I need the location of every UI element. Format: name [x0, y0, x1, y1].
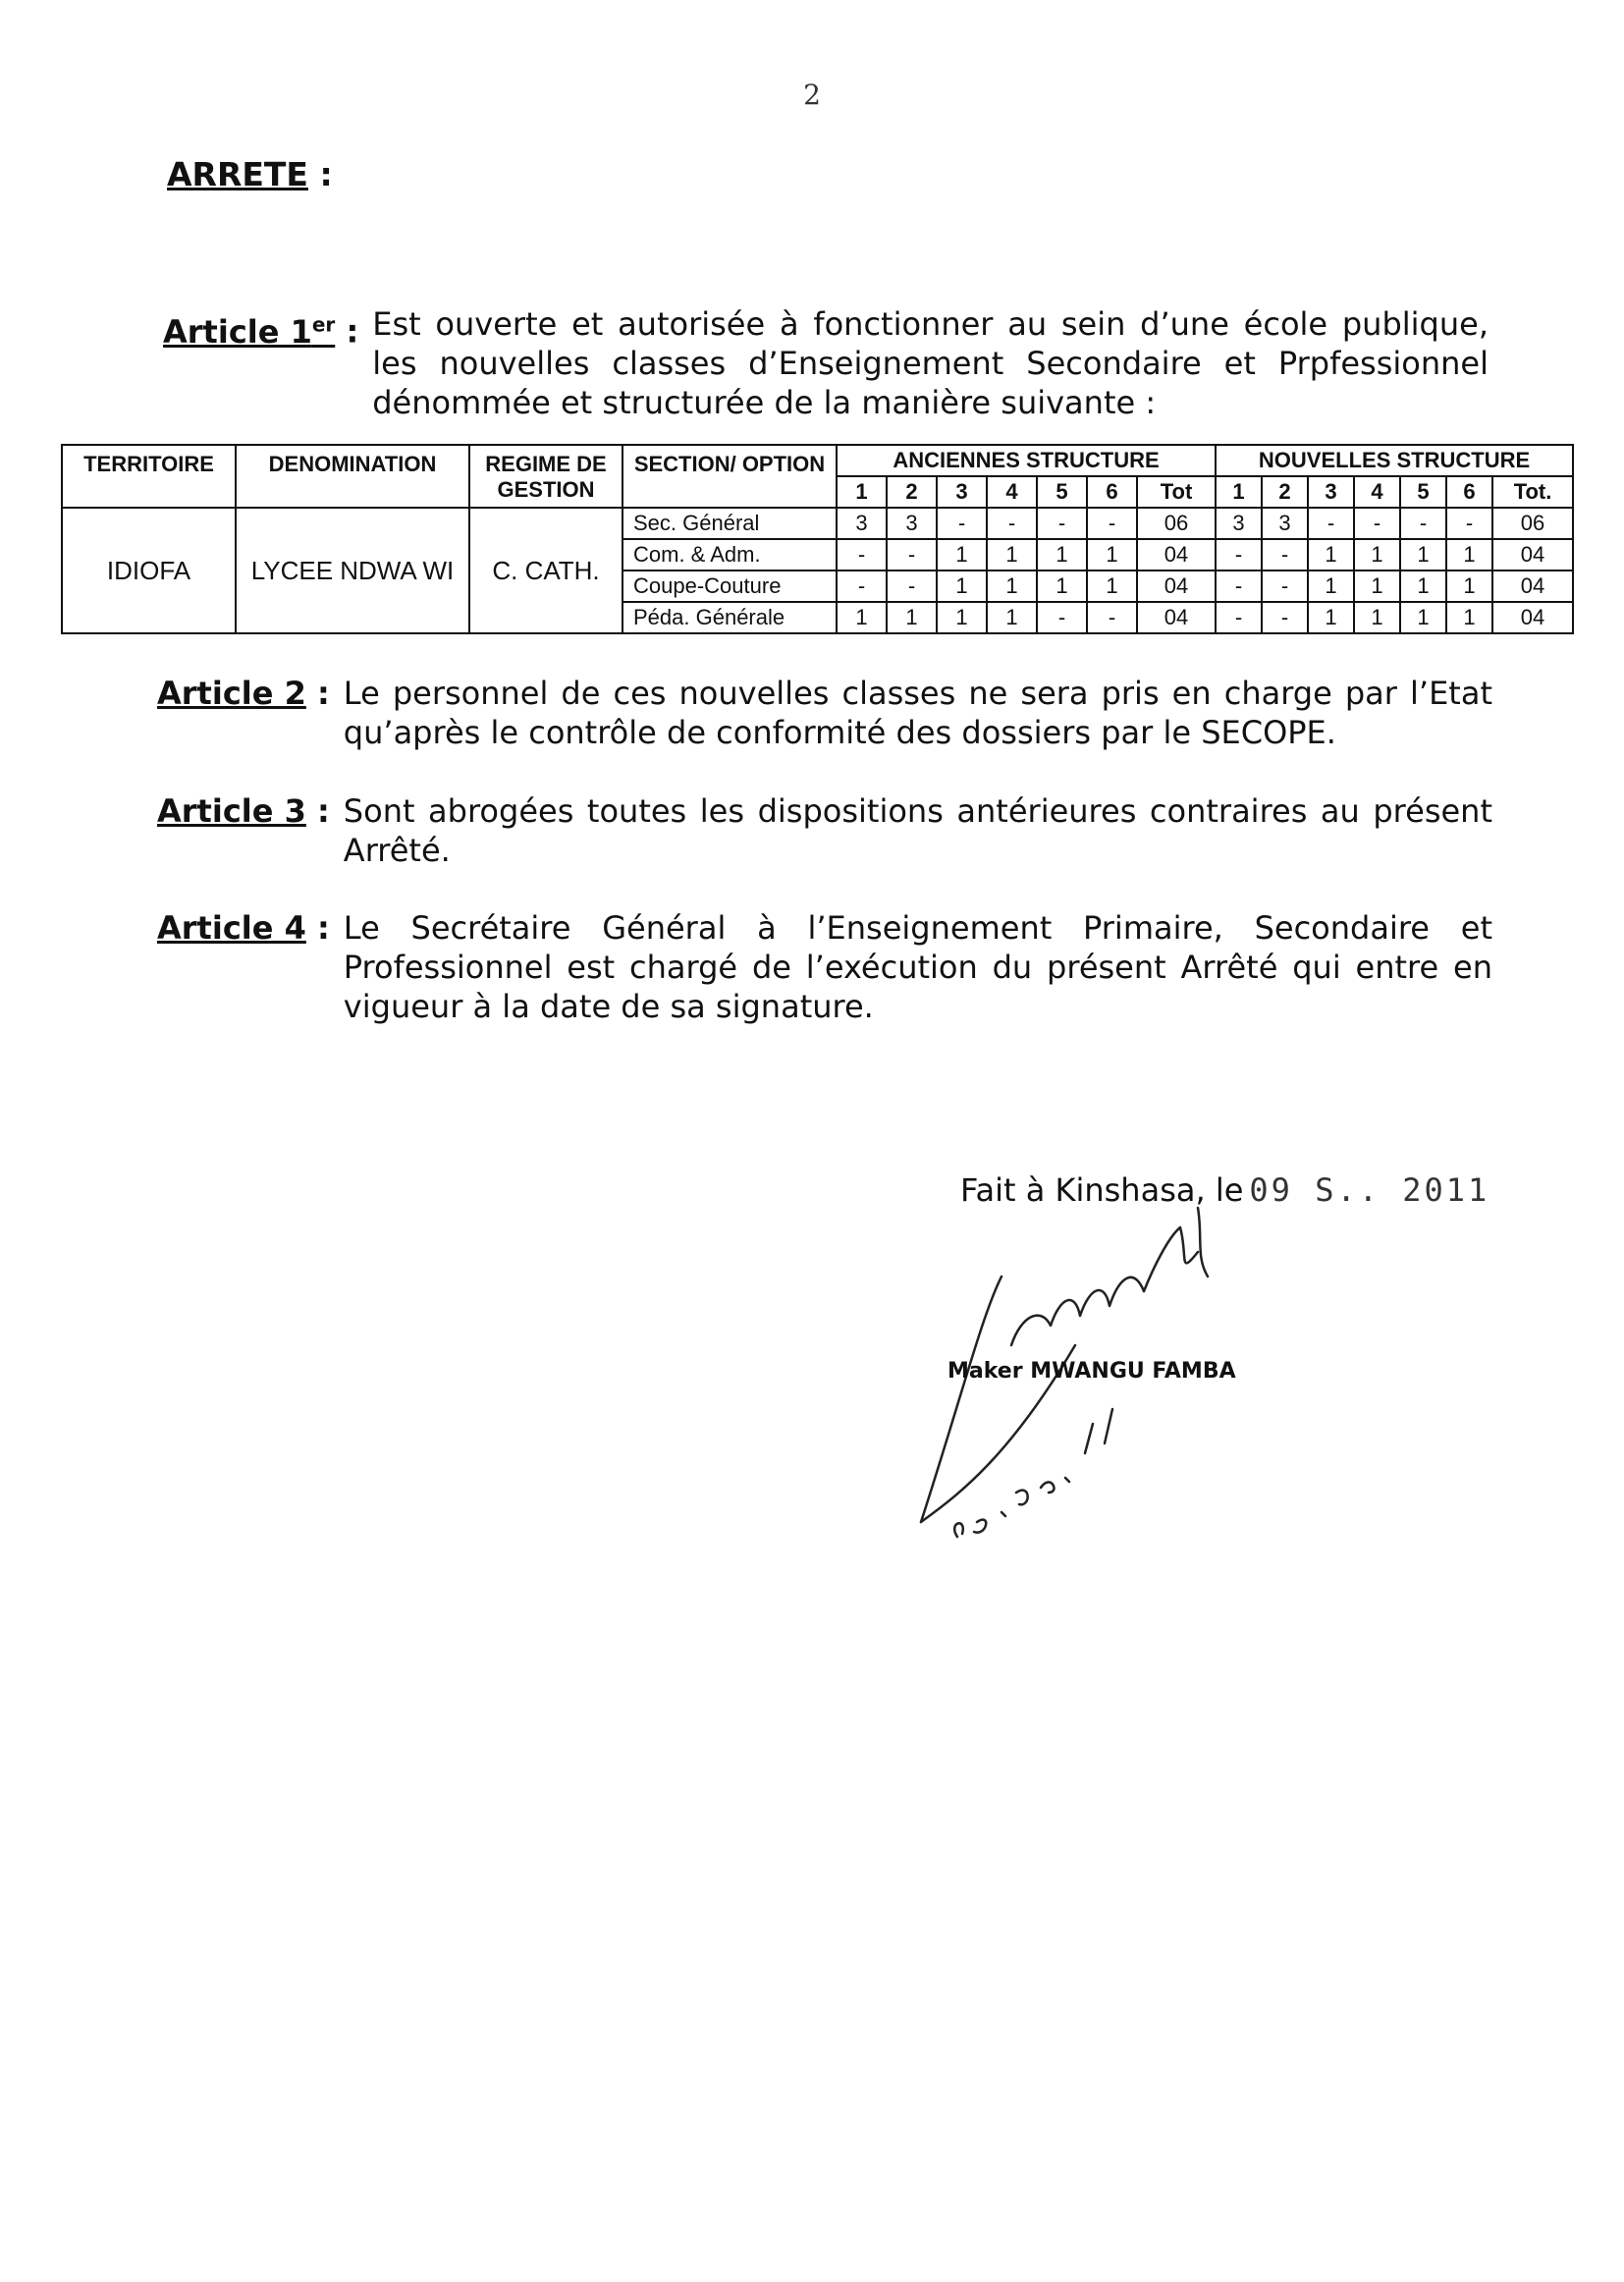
article-2-label-wrap	[157, 674, 344, 752]
new-value-cell: 1	[1354, 539, 1400, 570]
new-value-cell: 1	[1308, 602, 1354, 633]
new-value-cell: -	[1354, 508, 1400, 539]
old-value-cell: -	[887, 570, 937, 602]
old-col-header: 1	[837, 476, 887, 508]
old-value-cell: -	[1087, 602, 1137, 633]
table-header-row	[62, 445, 1573, 476]
article-2-text: Le personnel de ces nouvelles classes ne sera pris en charge par l’Etat qu’après le contrôle de conformité des dossiers par le SECOPE.	[343, 675, 1492, 751]
page-number: 2	[803, 79, 821, 111]
new-value-cell: -	[1216, 570, 1262, 602]
new-value-cell: 1	[1308, 539, 1354, 570]
old-value-cell: 1	[987, 570, 1037, 602]
old-col-header: 2	[887, 476, 937, 508]
old-col-header: 6	[1087, 476, 1137, 508]
new-value-cell: -	[1262, 602, 1308, 633]
arrete-heading	[167, 155, 333, 193]
signature-date-scribble	[954, 1409, 1112, 1537]
old-col-header: 5	[1037, 476, 1087, 508]
old-value-cell: -	[1037, 602, 1087, 633]
old-value-cell: -	[1087, 508, 1137, 539]
article-3-label: Article 3	[157, 792, 306, 830]
new-value-cell: -	[1216, 602, 1262, 633]
new-value-cell: -	[1262, 570, 1308, 602]
new-value-cell: 04	[1492, 539, 1573, 570]
header-territoire: TERRITOIRE	[62, 445, 236, 508]
section-cell: Coupe-Couture	[623, 570, 837, 602]
old-value-cell: 1	[1087, 539, 1137, 570]
old-value-cell: -	[987, 508, 1037, 539]
article-4	[157, 908, 1492, 1026]
new-value-cell: 1	[1400, 602, 1446, 633]
section-cell: Sec. Général	[623, 508, 837, 539]
header-regime: REGIME DE GESTION	[469, 445, 623, 508]
old-value-cell: -	[937, 508, 987, 539]
old-value-cell: 1	[837, 602, 887, 633]
old-value-cell: -	[837, 539, 887, 570]
article-4-text: Le Secrétaire Général à l’Enseignement Primaire, Secondaire et Professionnel est chargé de l’exécution du présent Arrêté qui entre en vigueur à la date de sa signature.	[343, 909, 1492, 1025]
old-value-cell: 06	[1137, 508, 1216, 539]
new-col-header: 4	[1354, 476, 1400, 508]
article-4-colon: :	[305, 909, 330, 947]
article-2-colon: :	[305, 675, 330, 712]
arrete-title: ARRETE	[167, 155, 308, 193]
header-section: SECTION/ OPTION	[623, 445, 837, 508]
new-col-header: 3	[1308, 476, 1354, 508]
header-anciennes: ANCIENNES STRUCTURE	[837, 445, 1216, 476]
old-value-cell: 04	[1137, 602, 1216, 633]
header-denomination: DENOMINATION	[236, 445, 469, 508]
old-value-cell: 1	[987, 539, 1037, 570]
old-value-cell: 1	[1037, 539, 1087, 570]
signature-scribble	[1011, 1277, 1144, 1345]
article-1-colon: :	[335, 312, 359, 351]
new-value-cell: 1	[1354, 602, 1400, 633]
regime-cell: C. CATH.	[469, 508, 623, 633]
old-value-cell: 1	[887, 602, 937, 633]
signature-flourish	[1144, 1227, 1198, 1291]
new-value-cell: 04	[1492, 570, 1573, 602]
structure-table	[61, 444, 1574, 634]
new-value-cell: 1	[1446, 602, 1492, 633]
article-4-label-wrap	[157, 908, 344, 1026]
old-value-cell: 3	[887, 508, 937, 539]
new-col-header: 6	[1446, 476, 1492, 508]
new-value-cell: 06	[1492, 508, 1573, 539]
signatory-name: Maker MWANGU FAMBA	[947, 1359, 1236, 1384]
old-value-cell: 1	[937, 602, 987, 633]
new-col-header: 1	[1216, 476, 1262, 508]
signature-stroke-left	[921, 1277, 1001, 1522]
old-value-cell: 1	[937, 539, 987, 570]
old-value-cell: 04	[1137, 570, 1216, 602]
article-2-label: Article 2	[157, 675, 306, 712]
old-value-cell: -	[1037, 508, 1087, 539]
arrete-colon: :	[307, 155, 333, 193]
new-value-cell: -	[1216, 539, 1262, 570]
old-col-header: 4	[987, 476, 1037, 508]
article-3	[157, 791, 1492, 870]
old-col-header: Tot	[1137, 476, 1216, 508]
new-value-cell: 3	[1262, 508, 1308, 539]
new-value-cell: -	[1262, 539, 1308, 570]
signature-tail	[1198, 1208, 1208, 1277]
new-col-header: 5	[1400, 476, 1446, 508]
article-2	[157, 674, 1492, 752]
old-value-cell: 3	[837, 508, 887, 539]
new-col-header: 2	[1262, 476, 1308, 508]
article-1	[163, 304, 1489, 422]
old-value-cell: 1	[987, 602, 1037, 633]
new-value-cell: -	[1400, 508, 1446, 539]
old-value-cell: 1	[1087, 570, 1137, 602]
article-1-sup: er	[311, 312, 336, 336]
territoire-cell: IDIOFA	[62, 508, 236, 633]
article-1-text: Est ouverte et autorisée à fonctionner au sein d’une école publique, les nouvelles classes d’Enseignement Secondaire et Prpfessionnel dénommée et structurée de la manière suivante :	[372, 305, 1489, 421]
denomination-cell: LYCEE NDWA WI	[236, 508, 469, 633]
article-3-colon: :	[305, 792, 330, 830]
old-value-cell: -	[887, 539, 937, 570]
section-cell: Com. & Adm.	[623, 539, 837, 570]
old-value-cell: 04	[1137, 539, 1216, 570]
closing-place: Fait à Kinshasa, le	[960, 1171, 1244, 1209]
new-value-cell: 04	[1492, 602, 1573, 633]
article-4-label: Article 4	[157, 909, 306, 947]
article-1-label-wrap	[163, 304, 372, 422]
table-row	[62, 508, 1573, 539]
article-3-text: Sont abrogées toutes les dispositions antérieures contraires au présent Arrêté.	[343, 792, 1492, 869]
article-1-label	[163, 313, 335, 351]
new-value-cell: -	[1308, 508, 1354, 539]
new-value-cell: 1	[1400, 570, 1446, 602]
new-value-cell: 1	[1354, 570, 1400, 602]
old-col-header: 3	[937, 476, 987, 508]
new-value-cell: 1	[1446, 539, 1492, 570]
new-col-header: Tot.	[1492, 476, 1573, 508]
new-value-cell: 3	[1216, 508, 1262, 539]
old-value-cell: 1	[1037, 570, 1087, 602]
new-value-cell: 1	[1446, 570, 1492, 602]
section-cell: Péda. Générale	[623, 602, 837, 633]
closing-date: 09 S.. 2011	[1249, 1171, 1490, 1209]
old-value-cell: -	[837, 570, 887, 602]
header-nouvelles: NOUVELLES STRUCTURE	[1216, 445, 1573, 476]
old-value-cell: 1	[937, 570, 987, 602]
new-value-cell: 1	[1308, 570, 1354, 602]
article-1-label-text: Article 1	[163, 312, 312, 351]
article-3-label-wrap	[157, 791, 344, 870]
new-value-cell: -	[1446, 508, 1492, 539]
new-value-cell: 1	[1400, 539, 1446, 570]
